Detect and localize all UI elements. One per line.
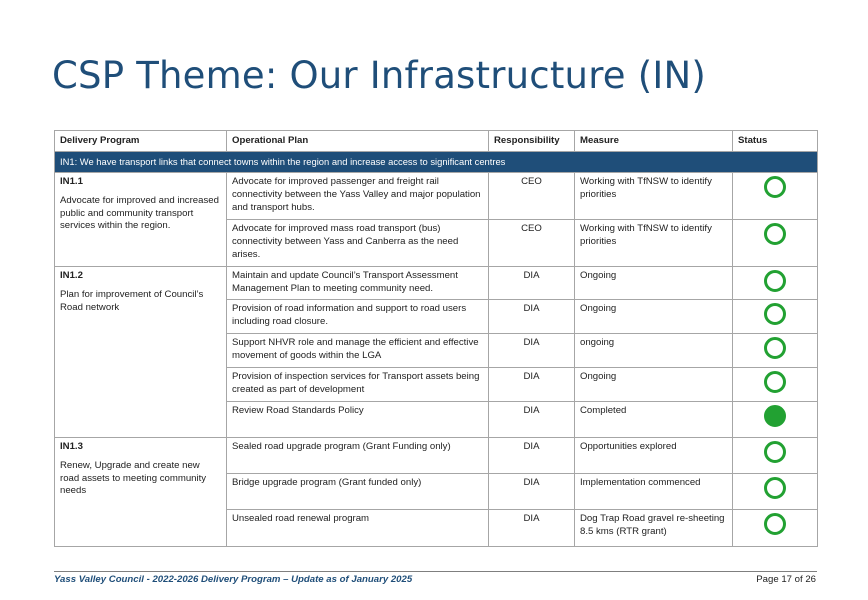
operational-plan-cell: Maintain and update Council’s Transport Assessment Management Plan to meeting community need. [227, 266, 489, 299]
status-ring-icon [764, 223, 786, 245]
status-ring-icon [764, 176, 786, 198]
status-cell [733, 266, 818, 299]
operational-plan-cell: Support NHVR role and manage the efficient and effective movement of goods within the LGA [227, 333, 489, 367]
status-cell [733, 219, 818, 266]
responsibility-cell: CEO [489, 172, 575, 219]
footer-page-number: Page 17 of 26 [756, 574, 816, 585]
header-measure: Measure [575, 131, 733, 152]
status-cell [733, 509, 818, 546]
status-ring-icon [764, 513, 786, 535]
responsibility-cell: DIA [489, 401, 575, 437]
status-cell [733, 299, 818, 333]
section-title: IN1: We have transport links that connect towns within the region and increase access to significant centres [55, 151, 818, 172]
status-cell [733, 401, 818, 437]
status-ring-icon [764, 477, 786, 499]
measure-cell: Opportunities explored [575, 437, 733, 473]
responsibility-cell: DIA [489, 299, 575, 333]
measure-cell: Working with TfNSW to identify priorities [575, 219, 733, 266]
status-ring-icon [764, 441, 786, 463]
status-ring-icon [764, 371, 786, 393]
header-status: Status [733, 131, 818, 152]
status-filled-circle-icon [764, 405, 786, 427]
header-delivery-program: Delivery Program [55, 131, 227, 152]
measure-cell: Dog Trap Road gravel re-sheeting 8.5 kms (RTR grant) [575, 509, 733, 546]
table-row [55, 437, 818, 473]
operational-plan-cell: Provision of inspection services for Transport assets being created as part of development [227, 367, 489, 401]
status-cell [733, 437, 818, 473]
operational-plan-cell: Advocate for improved mass road transport (bus) connectivity between Yass and Canberra as the need arises. [227, 219, 489, 266]
measure-cell: ongoing [575, 333, 733, 367]
operational-plan-cell: Review Road Standards Policy [227, 401, 489, 437]
measure-cell: Ongoing [575, 367, 733, 401]
operational-plan-cell: Advocate for improved passenger and freight rail connectivity between the Yass Valley and major population and transport hubs. [227, 172, 489, 219]
table-row [55, 266, 818, 299]
measure-cell: Working with TfNSW to identify priorities [575, 172, 733, 219]
delivery-program-code: IN1.3 [60, 440, 83, 452]
footer-divider [54, 571, 817, 572]
measure-cell: Ongoing [575, 299, 733, 333]
operational-plan-cell: Bridge upgrade program (Grant funded only) [227, 473, 489, 509]
status-ring-icon [764, 303, 786, 325]
measure-cell: Ongoing [575, 266, 733, 299]
status-cell [733, 367, 818, 401]
status-ring-icon [764, 270, 786, 292]
status-ring-icon [764, 337, 786, 359]
page-title: CSP Theme: Our Infrastructure (IN) [52, 54, 706, 97]
status-cell [733, 473, 818, 509]
operational-plan-cell: Sealed road upgrade program (Grant Funding only) [227, 437, 489, 473]
delivery-program-description: Renew, Upgrade and create new road assets to meeting community needs [60, 459, 207, 497]
table-header-row [55, 131, 818, 152]
responsibility-cell: DIA [489, 473, 575, 509]
operational-plan-cell: Unsealed road renewal program [227, 509, 489, 546]
status-cell [733, 333, 818, 367]
delivery-program-table [54, 130, 818, 547]
footer-document-title: Yass Valley Council - 2022-2026 Delivery Program – Update as of January 2025 [54, 574, 413, 585]
delivery-program-description: Plan for improvement of Council’s Road network [60, 288, 204, 313]
delivery-program-cell [55, 266, 227, 437]
delivery-program-cell [55, 437, 227, 546]
section-row [55, 151, 818, 172]
delivery-program-code: IN1.1 [60, 175, 83, 187]
table-row [55, 172, 818, 219]
header-responsibility: Responsibility [489, 131, 575, 152]
delivery-program-cell [55, 172, 227, 266]
header-operational-plan: Operational Plan [227, 131, 489, 152]
responsibility-cell: DIA [489, 367, 575, 401]
delivery-program-description: Advocate for improved and increased public and community transport services within the region. [60, 194, 219, 232]
measure-cell: Completed [575, 401, 733, 437]
responsibility-cell: DIA [489, 266, 575, 299]
delivery-program-code: IN1.2 [60, 269, 83, 281]
responsibility-cell: DIA [489, 437, 575, 473]
responsibility-cell: DIA [489, 509, 575, 546]
operational-plan-cell: Provision of road information and support to road users including road closure. [227, 299, 489, 333]
responsibility-cell: DIA [489, 333, 575, 367]
status-cell [733, 172, 818, 219]
responsibility-cell: CEO [489, 219, 575, 266]
measure-cell: Implementation commenced [575, 473, 733, 509]
